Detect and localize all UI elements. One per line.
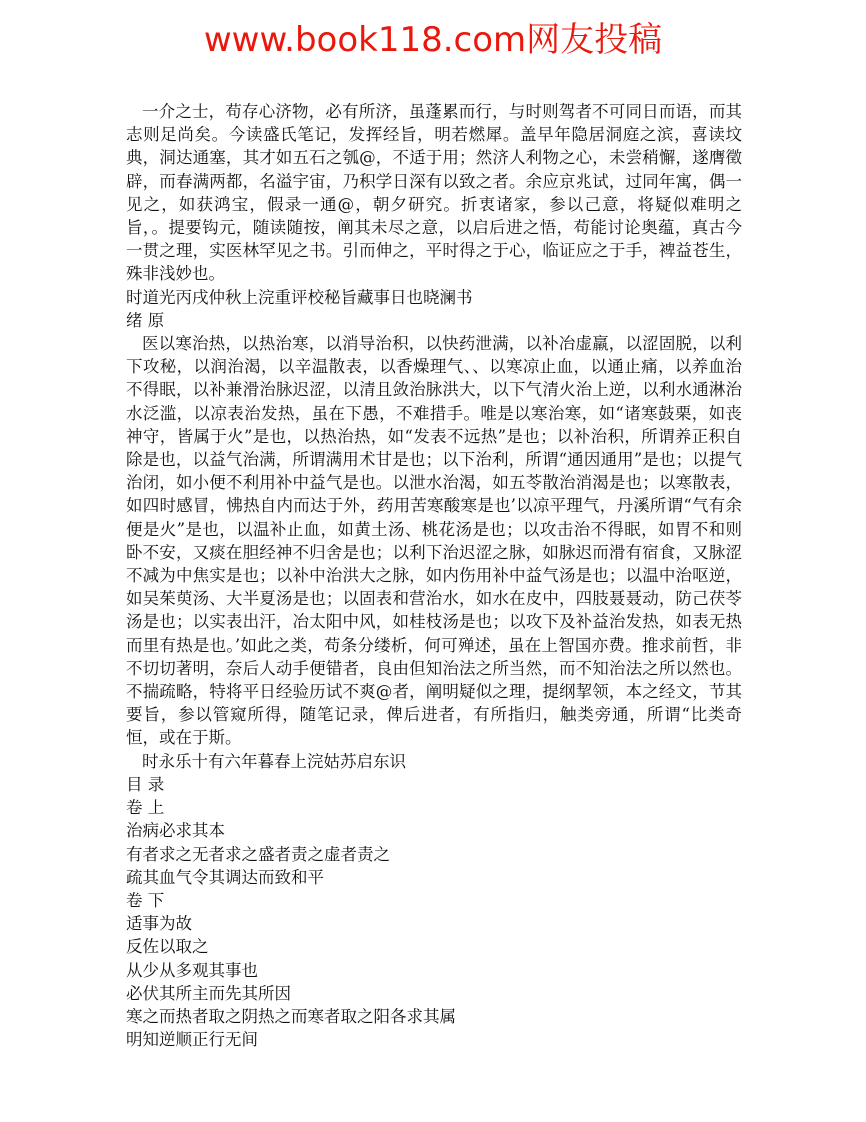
toc-volume-1: 卷 上 (126, 798, 165, 818)
preface-paragraph: 一介之士，苟存心济物，必有所济，虽蓬累而行，与时则驾者不可同日而语，而其志则足尚矣。今读盛氏笔记，发挥经旨，明若燃犀。盖早年隐居洞庭之滨，喜读坟典，洞达通塞，其才如五石之瓠@，不适于用；然济人利物之心，未尝稍懈，遂膺徵辟，而春满两都，名溢宇宙，乃积学日深有以致之者。余应京兆试，过同年寓，偶一见之，如获鸿宝，假录一通@，朝夕研究。折衷诸家，参以己意，将疑似难明之旨，。提要钩元，随读随按，阐其未尽之意，以启后进之悟，苟能讨论奥蕴，真古今一贯之理，实医林罕见之书。引而伸之，平时得之于心，临证应之于手，裨益苍生，殊非浅妙也。 (126, 102, 742, 284)
toc-item: 治病必求其本 (126, 821, 225, 841)
document-body (126, 100, 742, 1051)
toc-item: 明知逆顺正行无间 (126, 1030, 258, 1050)
preface-signature: 时道光丙戌仲秋上浣重评校秘旨藏事日也晓澜书 (126, 287, 473, 307)
toc-item: 寒之而热者取之阴热之而寒者取之阳各求其属 (126, 1006, 456, 1026)
intro-title: 绪 原 (126, 310, 165, 330)
watermark-header: www.book118.com网友投稿 (203, 20, 663, 60)
toc-item: 必伏其所主而先其所因 (126, 983, 291, 1003)
toc-volume-2: 卷 下 (126, 890, 165, 910)
toc-item: 有者求之无者求之盛者责之虚者责之 (126, 844, 390, 864)
toc-item: 适事为故 (126, 914, 192, 934)
intro-paragraph: 医以寒治热，以热治寒，以消导治积，以快药泄满，以补冶虚羸，以涩固脱，以利下攻秘，以润治渴，以辛温散表，以香燥理气、、以寒凉止血，以通止痛，以养血治不得眠，以补兼滑治脉迟涩，以清且敛治脉洪大，以下气清火治上逆，以利水通淋治水泛滥，以凉表治发热，虽在下愚，不难措手。唯是以寒治寒，如“诸寒鼓栗，如丧神守，皆属于火”是也，以热治热，如“发表不远热”是也；以补治积，所谓养正积自除是也，以益气治满，所谓满用术甘是也；以下治利，所谓“通因通用”是也；以提气治闭，如小便不利用补中益气是也。以泄水治渴，如五苓散治消渴是也；以寒散表，如四时感冒，怫热自内而达于外，药用苦寒酸寒是也’以凉平理气，丹溪所谓“气有余便是火”是也，以温补止血，如黄土汤、桃花汤是也；以攻击治不得眠，如胃不和则卧不安，又痰在胆经神不归舍是也；以利下治迟涩之脉，如脉迟而滑有宿食，又脉涩不减为中焦实是也；以补中治洪大之脉，如内伤用补中益气汤是也；以温中治呕逆，如吴茱萸汤、大半夏汤是也；以固表和营治水，如水在皮中，四肢聂聂动，防己茯苓汤是也；以实表出汗，冶太阳中风，如桂枝汤是也；以攻下及补益治发热，如表无热而里有热是也。’如此之类，苟条分缕析，何可殚述，虽在上智国亦费。推求前哲，非不切切著明，奈后人动手便错者，良由但知治法之所当然，而不知治法之所以然也。不揣疏略，特将平日经验历试不爽@者，阐明疑似之理，提纲挈领，本之经文，节其要旨，参以管窥所得，随笔记录，俾后进者，有所指归，触类旁通，所谓“比类奇恒，或在于斯。 (126, 334, 742, 748)
intro-signature: 时永乐十有六年暮春上浣姑苏启东识 (142, 751, 406, 771)
toc-item: 疏其血气令其调达而致和平 (126, 867, 324, 887)
toc-item: 反佐以取之 (126, 937, 209, 957)
toc-item: 从少从多观其事也 (126, 960, 258, 980)
toc-title: 目 录 (126, 774, 165, 794)
